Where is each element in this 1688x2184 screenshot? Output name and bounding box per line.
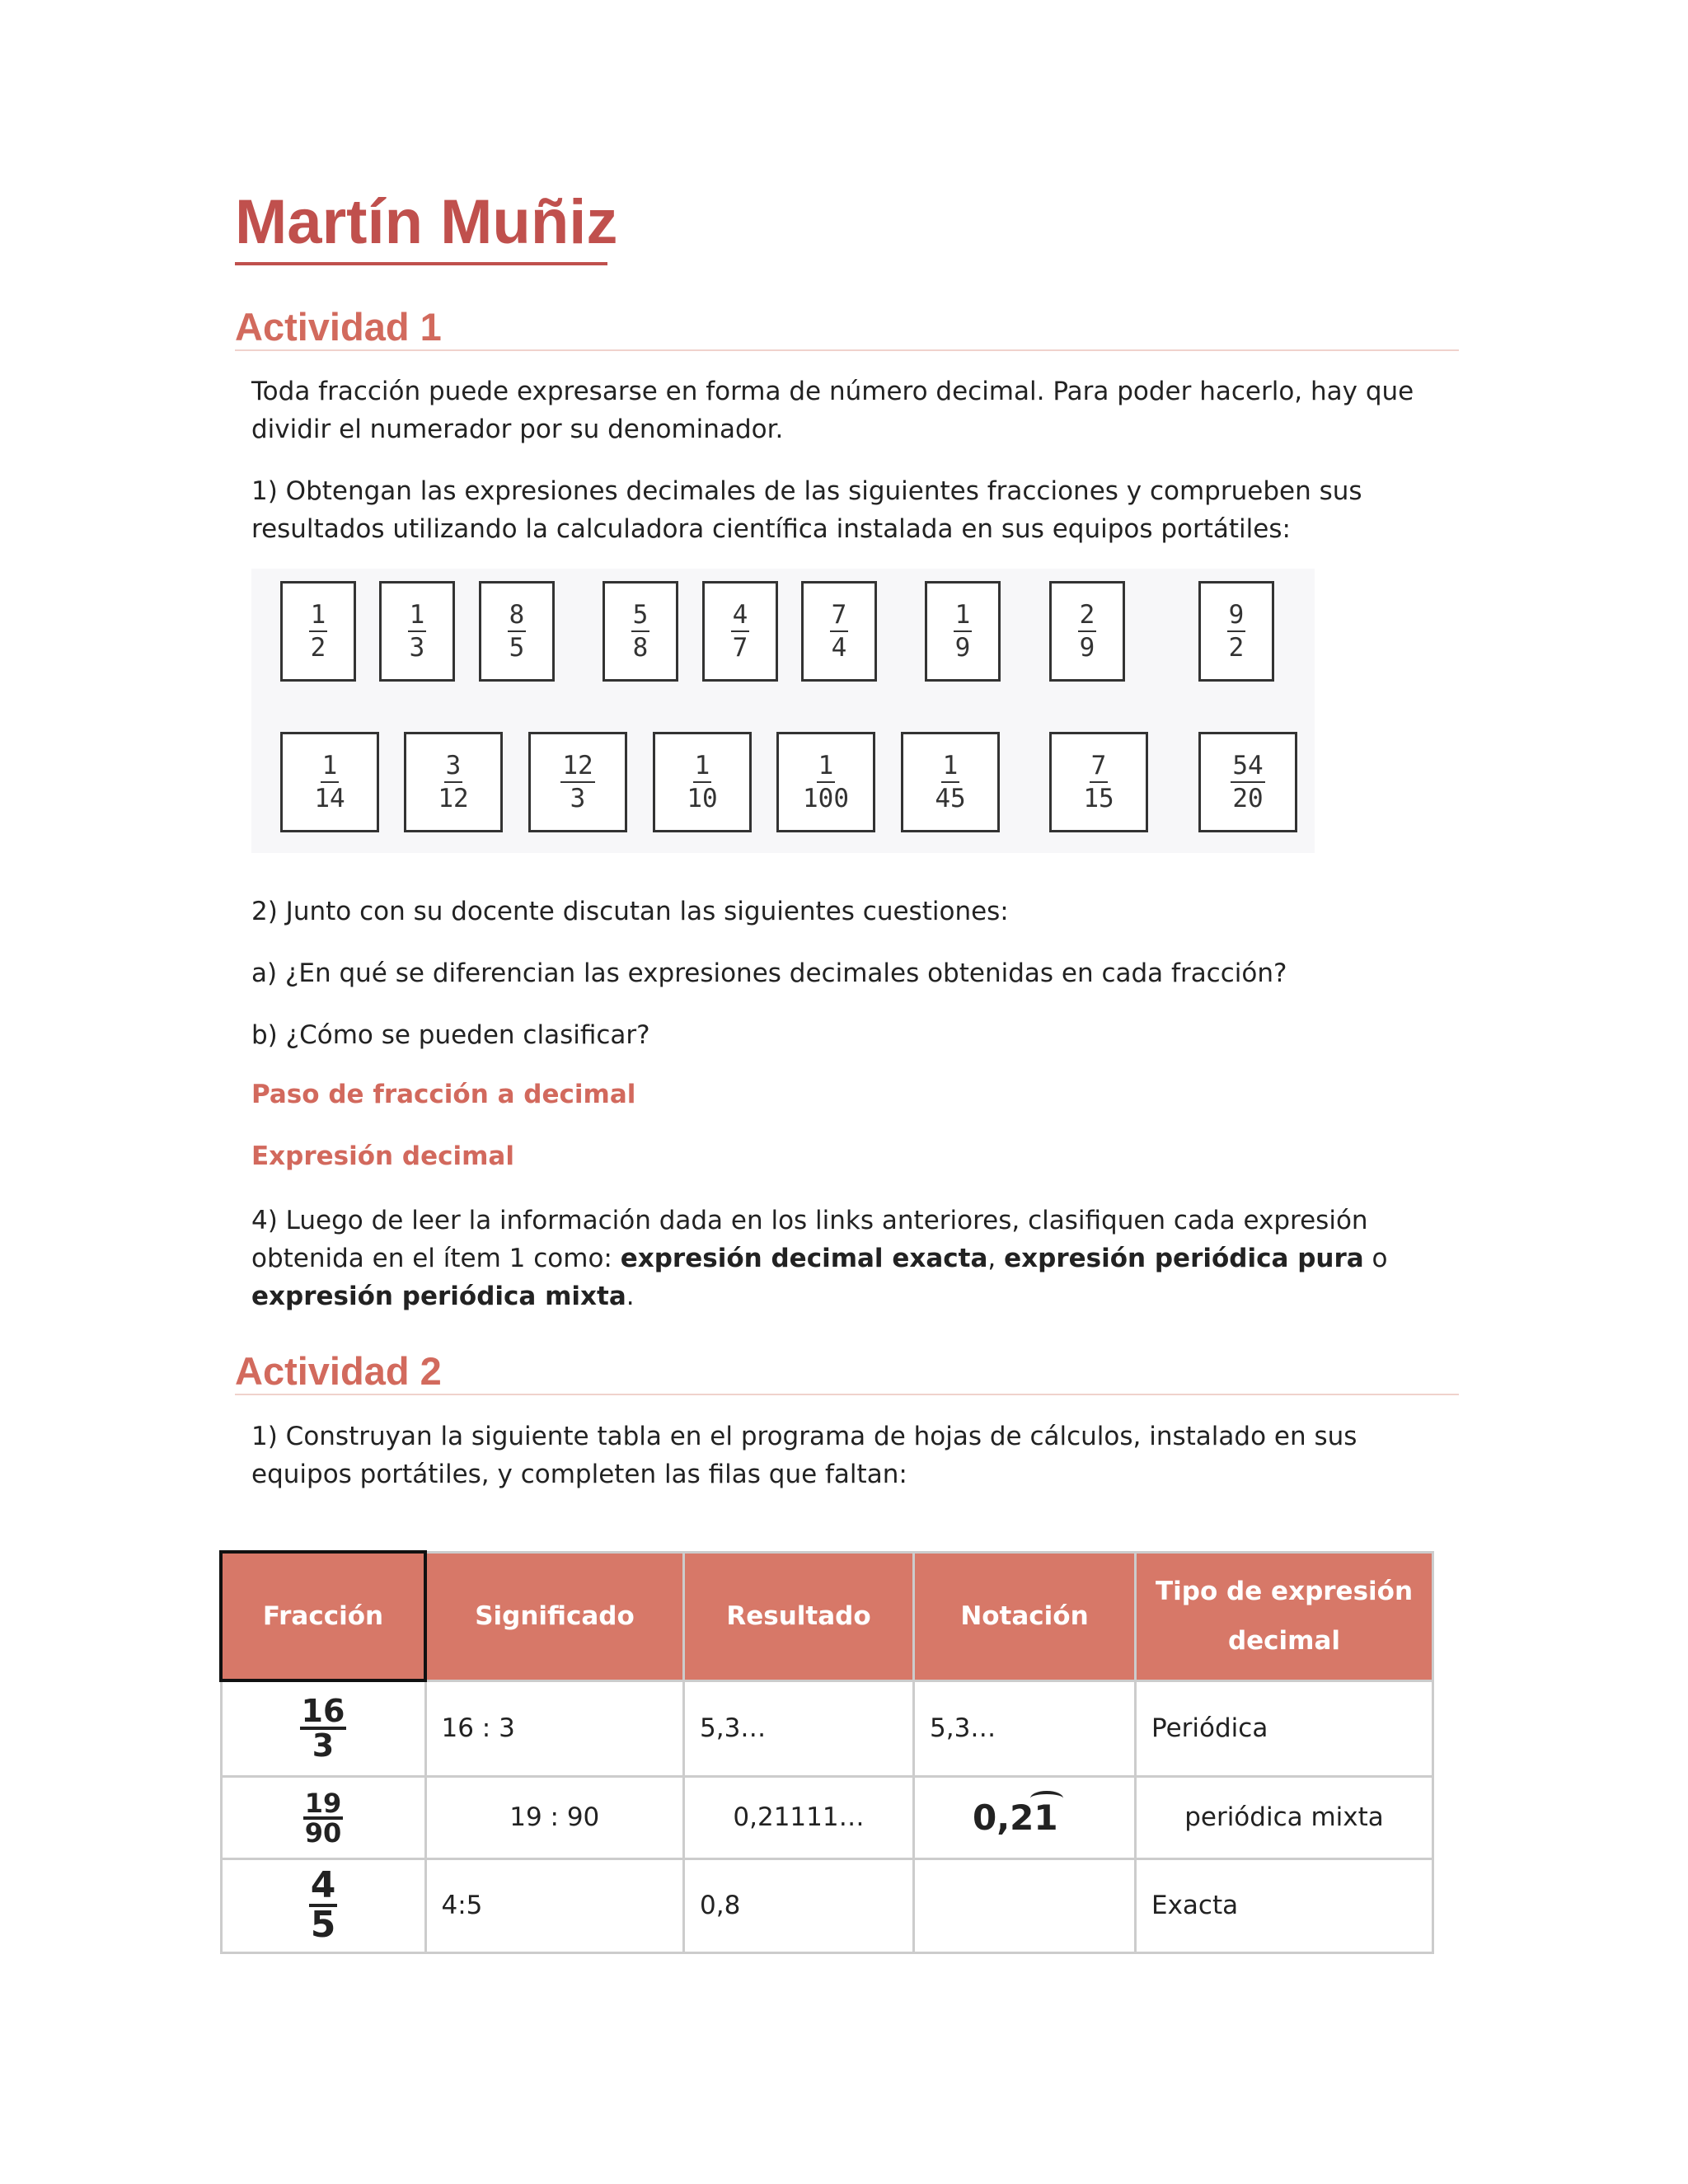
fraction-card [379,581,455,682]
fraction-card [1198,581,1274,682]
notacion-cell [914,1776,1136,1858]
activity1-intro: Toda fracción puede expresarse en forma de número decimal. Para poder hacerlo, hay que dividir el numerador por su denominador. [251,377,1414,444]
header-fraccion: Fracción [221,1552,425,1680]
card-numerator: 7 [830,599,849,632]
tipo-cell: periódica mixta [1136,1776,1433,1858]
fraction-card [280,581,356,682]
fraction-4-5 [309,1864,338,1946]
numerator: 19 [304,1787,342,1819]
resultado-cell: 0,21111… [684,1776,914,1858]
fraction-card [801,581,877,682]
resultado-cell: 0,8 [684,1858,914,1952]
significado-cell: 4:5 [425,1858,684,1952]
fraction-card [776,732,875,832]
link-fraccion-a-decimal[interactable]: Paso de fracción a decimal [251,1080,636,1109]
fraction-card [1049,732,1148,832]
link-expresion-decimal[interactable]: Expresión decimal [251,1141,514,1171]
term-periodica-pura: expresión periódica pura [1004,1244,1364,1273]
card-denominator: 5 [509,633,525,663]
card-denominator: 7 [732,633,748,663]
card-numerator: 8 [508,599,527,632]
card-numerator: 1 [321,750,340,783]
fraction-card [1049,581,1125,682]
card-denominator: 8 [632,633,649,663]
card-denominator: 14 [314,784,345,813]
fraction-card [528,732,627,832]
numerator: 16 [301,1693,345,1730]
tipo-cell: Exacta [1136,1858,1433,1952]
card-denominator: 4 [831,633,847,663]
header-resultado: Resultado [684,1552,914,1680]
notation-value: 0,21 [973,1797,1058,1838]
resultado-cell: 5,3… [684,1680,914,1776]
fraction-card [653,732,752,832]
activity1-question-4 [251,1202,1438,1315]
card-denominator: 2 [1228,633,1245,663]
activity2-heading: Actividad 2 [235,1349,442,1393]
fraction-cell [221,1858,425,1952]
fraction-card [901,732,1000,832]
fraction-card [280,732,379,832]
question-4-text: 4) Luego de leer la información dada en los links anteriores, clasifiquen cada expresión obtenida en el ítem 1 como: [251,1206,1368,1273]
card-numerator: 1 [817,750,836,783]
fraction-cell [221,1776,425,1858]
fraction-cell [221,1680,425,1776]
card-numerator: 12 [560,750,594,783]
fractions-table [219,1550,1434,1954]
denominator: 5 [310,1904,336,1946]
table-header-row [221,1552,1433,1680]
card-denominator: 100 [803,784,849,813]
significado-cell: 16 : 3 [425,1680,684,1776]
numerator: 4 [310,1864,336,1906]
card-numerator: 1 [309,599,328,632]
separator: o [1363,1244,1388,1273]
denominator: 3 [312,1727,335,1765]
table-row [221,1776,1433,1858]
activity1-heading: Actividad 1 [235,305,442,349]
activity1-question-1: 1) Obtengan las expresiones decimales de las siguientes fracciones y comprueben sus resultados utilizando la calculadora científica instalada en sus equipos portátiles: [251,476,1362,544]
card-numerator: 1 [941,750,960,783]
fraction-card [479,581,555,682]
card-numerator: 54 [1231,750,1264,783]
card-numerator: 3 [444,750,463,783]
fraction-card [603,581,678,682]
fraction-card [404,732,503,832]
card-numerator: 2 [1078,599,1097,632]
card-denominator: 45 [935,784,966,813]
activity1-rule [235,349,1459,351]
period: . [626,1282,635,1311]
separator: , [987,1244,1005,1273]
card-denominator: 2 [310,633,326,663]
activity1-question-2b: b) ¿Cómo se pueden clasificar? [251,1020,650,1050]
card-numerator: 1 [408,599,427,632]
fraction-card [1198,732,1297,832]
tipo-cell: Periódica [1136,1680,1433,1776]
card-numerator: 7 [1090,750,1109,783]
page-title: Martín Muñiz [235,187,618,257]
fraction-19-90 [303,1787,344,1849]
header-significado: Significado [425,1552,684,1680]
activity1-question-2a: a) ¿En qué se diferencian las expresiones decimales obtenidas en cada fracción? [251,958,1287,988]
fraction-cards-image [251,569,1315,853]
fraction-card [925,581,1001,682]
fraction-card [702,581,778,682]
activity1-question-2: 2) Junto con su docente discutan las siguientes cuestiones: [251,897,1009,926]
denominator: 90 [304,1816,342,1849]
card-denominator: 15 [1083,784,1114,813]
activity2-question-1: 1) Construyan la siguiente tabla en el programa de hojas de cálculos, instalado en sus equipos portátiles, y completen las filas que faltan: [251,1422,1357,1489]
card-numerator: 5 [631,599,650,632]
title-underline [235,262,607,265]
header-tipo: Tipo de expresión decimal [1136,1552,1433,1680]
card-denominator: 12 [438,784,469,813]
periodic-notation [973,1797,1058,1838]
term-exacta: expresión decimal exacta [620,1244,988,1273]
card-numerator: 4 [731,599,750,632]
period-arc-icon [1030,1791,1063,1806]
header-notacion: Notación [914,1552,1136,1680]
card-denominator: 20 [1232,784,1264,813]
card-numerator: 1 [693,750,712,783]
fraction-16-3 [300,1693,347,1765]
card-denominator: 3 [409,633,425,663]
table-row [221,1680,1433,1776]
card-denominator: 3 [570,784,586,813]
card-numerator: 9 [1227,599,1246,632]
card-denominator: 9 [954,633,971,663]
table-row [221,1858,1433,1952]
card-numerator: 1 [954,599,973,632]
activity2-rule [235,1394,1459,1395]
card-denominator: 10 [687,784,718,813]
card-denominator: 9 [1079,633,1095,663]
term-periodica-mixta: expresión periódica mixta [251,1282,626,1311]
notacion-cell [914,1858,1136,1952]
notacion-cell: 5,3… [914,1680,1136,1776]
significado-cell: 19 : 90 [425,1776,684,1858]
